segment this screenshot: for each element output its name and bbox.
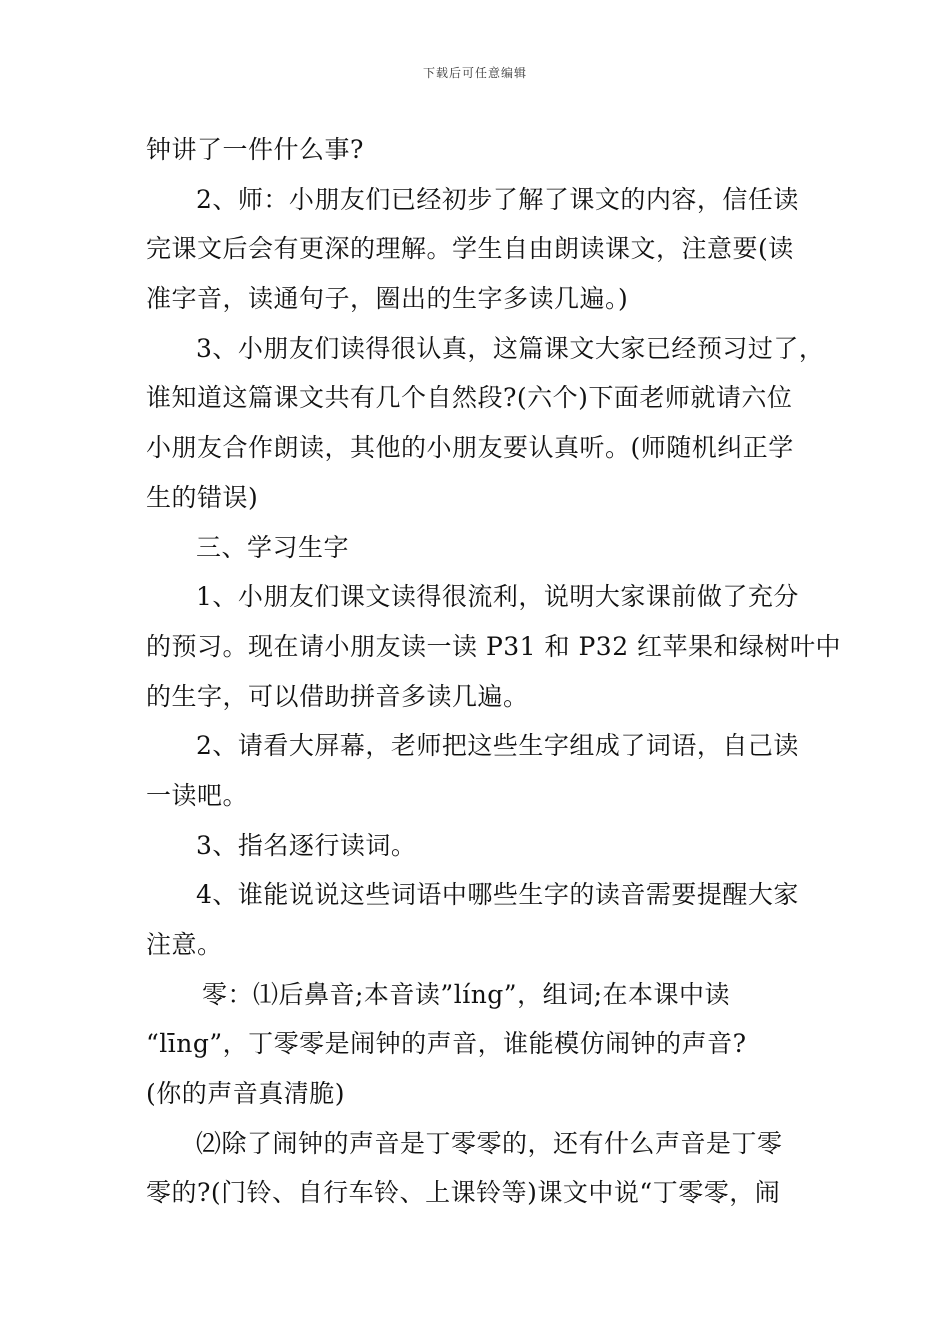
section-heading: 三、学习生字 [196, 532, 350, 562]
text-line: 的生字，可以借助拼音多读几遍。 [146, 681, 529, 711]
text-line: 3、指名逐行读词。 [196, 830, 417, 860]
text-line: 零：⑴后鼻音;本音读”líng”，组词;在本课中读 [202, 979, 731, 1009]
text-line: 谁知道这篇课文共有几个自然段?(六个)下面老师就请六位 [146, 383, 793, 413]
text-line: 钟讲了一件什么事? [146, 135, 364, 164]
text-line: 的预习。现在请小朋友读一读 P31 和 P32 红苹果和绿树叶中 [146, 631, 842, 661]
text-line: 注意。 [146, 930, 223, 959]
text-line: 一读吧。 [146, 780, 249, 810]
text-line: (你的声音真清脆) [146, 1079, 346, 1109]
text-line: 准字音，读通句子，圈出的生字多读几遍。) [146, 284, 629, 314]
text-line: 1、小朋友们课文读得很流利，说明大家课前做了充分 [196, 582, 799, 612]
text-line: 2、请看大屏幕，老师把这些生字组成了词语，自己读 [196, 731, 799, 761]
text-line: 3、小朋友们读得很认真，这篇课文大家已经预习过了， [196, 333, 825, 363]
text-line: “līng”，丁零零是闹钟的声音，谁能模仿闹钟的声音? [146, 1029, 747, 1059]
text-line: ⑵除了闹钟的声音是丁零零的，还有什么声音是丁零 [196, 1128, 783, 1158]
text-line: 4、谁能说说这些词语中哪些生字的读音需要提醒大家 [196, 880, 799, 910]
text-line: 生的错误) [146, 482, 259, 512]
page-header: 下载后可任意编辑 [422, 66, 527, 80]
text-line: 2、师：小朋友们已经初步了解了课文的内容，信任读 [196, 184, 799, 214]
document-body [146, 125, 842, 1218]
text-line: 小朋友合作朗读，其他的小朋友要认真听。(师随机纠正学 [146, 433, 794, 463]
text-line: 零的?(门铃、自行车铃、上课铃等)课文中说“丁零零，闹 [146, 1178, 781, 1208]
text-line: 完课文后会有更深的理解。学生自由朗读课文，注意要(读 [146, 234, 794, 264]
